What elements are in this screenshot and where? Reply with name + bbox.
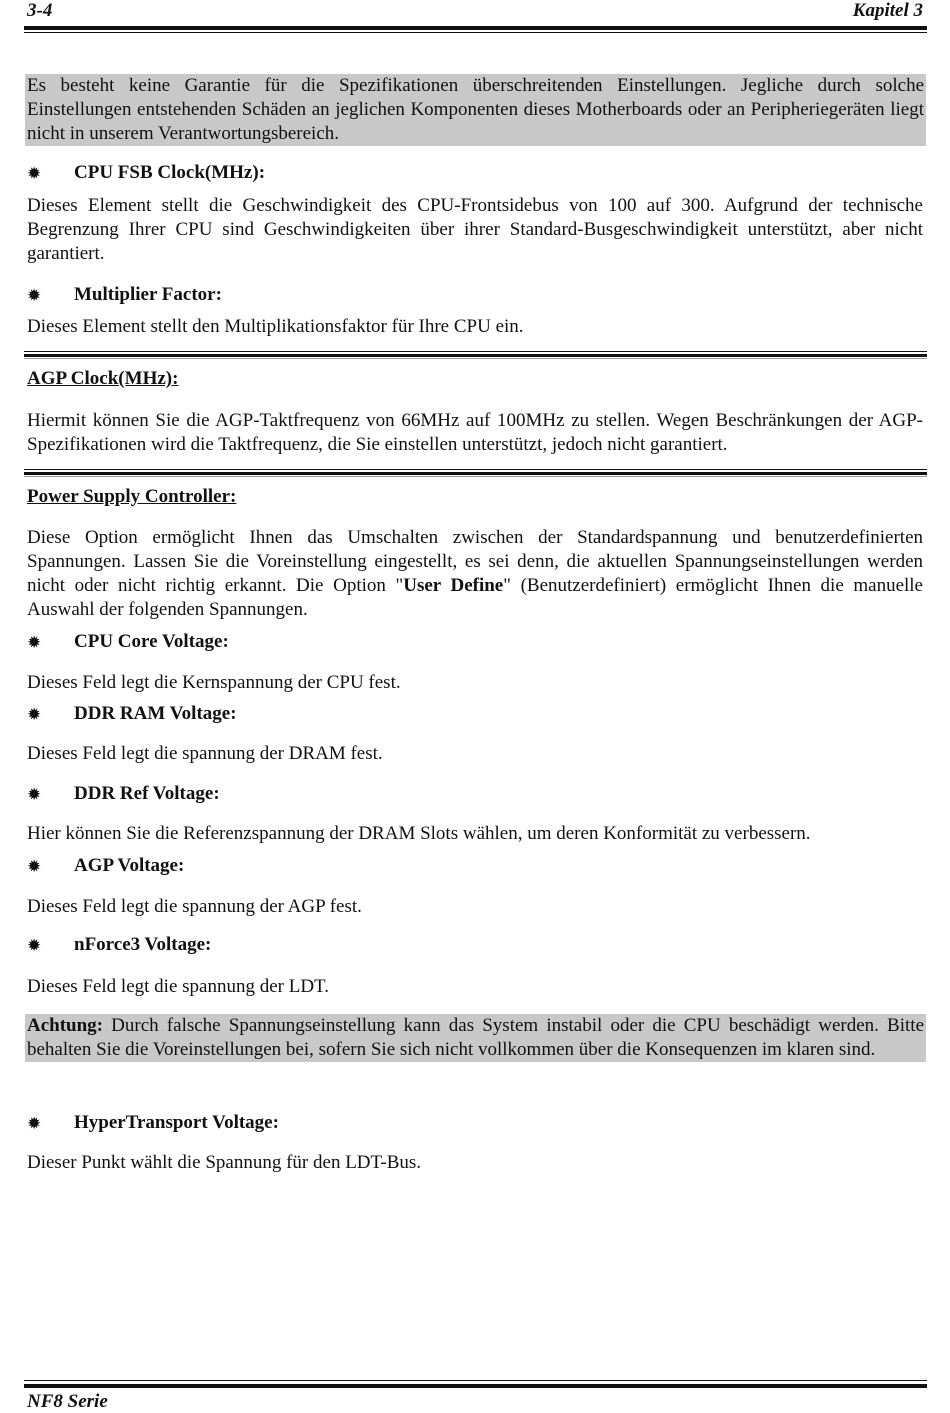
asterisk-icon: ✹ — [27, 285, 42, 305]
asterisk-icon: ✹ — [27, 163, 42, 183]
asterisk-icon: ✹ — [27, 935, 42, 955]
item-ddr-ref-voltage — [27, 781, 220, 807]
item-text: Dieses Feld legt die Kernspannung der CPU fest. — [27, 672, 401, 693]
section-separator — [24, 469, 927, 477]
item-title: CPU FSB Clock(MHz): — [74, 162, 266, 183]
section-text-agp-clock: Hiermit können Sie die AGP-Taktfrequenz von 66MHz auf 100MHz zu stellen. Wegen Beschränkungen der AGP-Spezifikationen wird die Taktfrequenz, die Sie einstellen unterstützt, jedoch nicht garantiert. — [27, 410, 923, 455]
warning-box: Es besteht keine Garantie für die Spezifikationen überschreitenden Einstellungen. Jegliche durch solche Einstellungen entstehenden Schäden an jeglichen Komponenten dieses Motherboards oder an Peripheriegeräten liegt nicht in unserem Verantwortungsbereich. — [27, 75, 924, 144]
item-text: Dieses Feld legt die spannung der LDT. — [27, 976, 329, 997]
item-text: Dieser Punkt wählt die Spannung für den LDT-Bus. — [27, 1152, 422, 1173]
asterisk-icon: ✹ — [27, 784, 42, 804]
item-hypertransport-voltage — [27, 1110, 279, 1136]
header-rule-thin — [24, 32, 927, 33]
item-title: DDR Ref Voltage: — [74, 783, 220, 804]
section-separator — [24, 351, 927, 359]
section-title-agp-clock: AGP Clock(MHz): — [27, 368, 179, 389]
item-title: Multiplier Factor: — [74, 284, 222, 305]
item-text: Dieses Feld legt die spannung der DRAM fest. — [27, 743, 383, 764]
item-text: Dieses Element stellt die Geschwindigkeit des CPU-Frontsidebus von 100 auf 300. Aufgrund der technische Begrenzung Ihrer CPU sind Geschwindigkeiten über ihrer Standard-Busgeschwindigkeit unterstützt, aber nicht garantiert. — [27, 195, 923, 264]
item-text: Dieses Feld legt die spannung der AGP fest. — [27, 896, 362, 917]
footer-rule-thin — [24, 1380, 927, 1381]
chapter-title: Kapitel 3 — [852, 0, 923, 21]
asterisk-icon: ✹ — [27, 704, 42, 724]
item-title: DDR RAM Voltage: — [74, 703, 237, 724]
item-text: Hier können Sie die Referenzspannung der DRAM Slots wählen, um deren Konformität zu verbessern. — [27, 823, 811, 844]
section-title-power-supply: Power Supply Controller: — [27, 486, 237, 507]
item-title: nForce3 Voltage: — [74, 934, 212, 955]
caution-box: Achtung: Durch falsche Spannungseinstellung kann das System instabil oder die CPU beschädigt werden. Bitte behalten Sie die Voreinstellungen bei, sofern Sie sich nicht vollkommen über die Konsequenzen im klaren sind. — [27, 1015, 924, 1060]
page-number: 3-4 — [27, 0, 53, 21]
item-title: AGP Voltage: — [74, 855, 185, 876]
footer-series: NF8 Serie — [27, 1391, 108, 1412]
item-agp-voltage — [27, 853, 184, 879]
footer-rule — [24, 1384, 927, 1388]
section-text-power-supply: Diese Option ermöglicht Ihnen das Umschalten zwischen der Standardspannung und benutzerdefinierten Spannungen. Lassen Sie die Voreinstellung eingestellt, es sei denn, die aktuellen Spannungseinstellungen werden nicht oder nicht richtig erkannt. Die Option "User Define" (Benutzerdefiniert) ermöglicht Ihnen die manuelle Auswahl der folgenden Spannungen. — [27, 527, 923, 620]
asterisk-icon: ✹ — [27, 632, 42, 652]
caution-label: Achtung: — [27, 1015, 104, 1036]
item-title: HyperTransport Voltage: — [74, 1112, 279, 1133]
item-ddr-ram-voltage — [27, 701, 237, 727]
asterisk-icon: ✹ — [27, 1113, 42, 1133]
item-multiplier-factor — [27, 282, 222, 308]
item-nforce3-voltage — [27, 932, 211, 958]
item-title: CPU Core Voltage: — [74, 631, 229, 652]
item-cpu-core-voltage — [27, 629, 229, 655]
header-rule — [24, 26, 927, 30]
user-define-label: User Define — [403, 575, 504, 596]
item-text: Dieses Element stellt den Multiplikationsfaktor für Ihre CPU ein. — [27, 316, 524, 337]
asterisk-icon: ✹ — [27, 856, 42, 876]
item-cpu-fsb-clock — [27, 160, 265, 186]
